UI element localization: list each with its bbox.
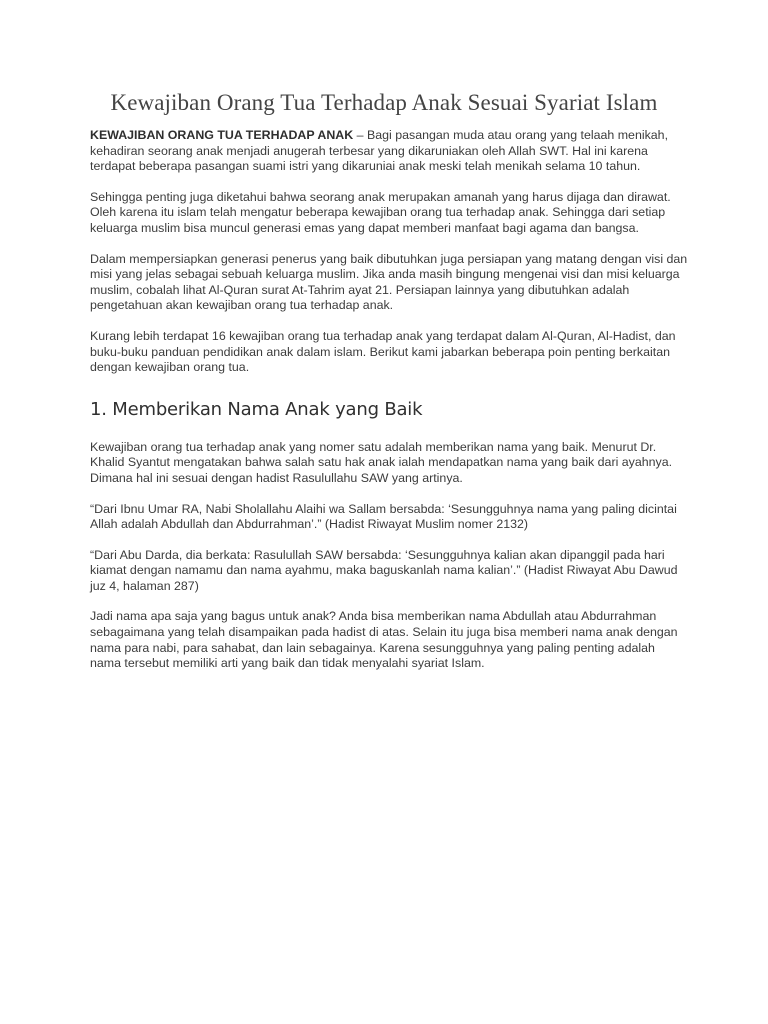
- section-paragraph-1: Kewajiban orang tua terhadap anak yang nomer satu adalah memberikan nama yang baik. Menurut Dr. Khalid Syantut mengatakan bahwa salah satu hak anak ialah mendapatkan nama yang baik dari ayahnya. Dimana hal ini sesuai dengan hadist Rasulullahu SAW yang artinya.: [90, 439, 673, 485]
- body-paragraph-2: Dalam mempersiapkan generasi penerus yang baik dibutuhkan juga persiapan yang matang dengan visi dan misi yang jelas sebagai sebuah keluarga muslim. Jika anda masih bingung mengenai visi dan misi keluarga muslim, cobalah lihat Al-Quran surat At-Tahrim ayat 21. Persiapan lainnya yang dibutuhkan adalah pengetahuan akan kewajiban orang tua terhadap anak.: [90, 251, 688, 313]
- hadith-quote-2: “Dari Abu Darda, dia berkata: Rasulullah SAW bersabda: ‘Sesungguhnya kalian akan dipanggil pada hari kiamat dengan namamu dan nama ayahmu, maka baguskanlah nama kalian’.” (Hadist Riwayat Abu Dawud juz 4, halaman 287): [90, 547, 678, 593]
- intro-text: – Bagi pasangan muda atau orang yang telaah menikah, kehadiran seorang anak menjadi anugerah terbesar yang dikaruniakan oleh Allah SWT. Hal ini karena terdapat beberapa pasangan suami istri yang dikaruniai anak meski telah menikah selama 10 tahun.: [90, 128, 669, 174]
- body-paragraph-3: Kurang lebih terdapat 16 kewajiban orang tua terhadap anak yang terdapat dalam Al-Quran, Al-Hadist, dan buku-buku panduan pendidikan anak dalam islam. Berikut kami jabarkan beberapa poin penting berkaitan dengan kewajiban orang tua.: [90, 328, 676, 375]
- body-paragraph-1: Sehingga penting juga diketahui bahwa seorang anak merupakan amanah yang harus dijaga dan dirawat. Oleh karena itu islam telah mengatur beberapa kewajiban orang tua terhadap anak. Sehingga dari setiap keluarga muslim bisa muncul generasi emas yang dapat memberi manfaat bagi agama dan bangsa.: [90, 189, 671, 235]
- section-heading: 1. Memberikan Nama Anak yang Baik: [90, 398, 423, 420]
- intro-paragraph: [90, 128, 688, 175]
- document-title: Kewajiban Orang Tua Terhadap Anak Sesuai Syariat Islam: [110, 90, 658, 115]
- section-paragraph-2: Jadi nama apa saja yang bagus untuk anak? Anda bisa memberikan nama Abdullah atau Abdurrahman sebagaimana yang telah disampaikan pada hadist di atas. Selain itu juga bisa memberi nama anak dengan nama para nabi, para sahabat, dan lain sebagainya. Karena sesungguhnya yang paling penting adalah nama tersebut memiliki arti yang baik dan tidak menyalahi syariat Islam.: [90, 609, 678, 671]
- intro-lead: KEWAJIBAN ORANG TUA TERHADAP ANAK: [90, 128, 354, 142]
- hadith-quote-1: “Dari Ibnu Umar RA, Nabi Sholallahu Alaihi wa Sallam bersabda: ‘Sesungguhnya nama yang paling dicintai Allah adalah Abdullah dan Abdurrahman’.” (Hadist Riwayat Muslim nomer 2132): [90, 501, 677, 532]
